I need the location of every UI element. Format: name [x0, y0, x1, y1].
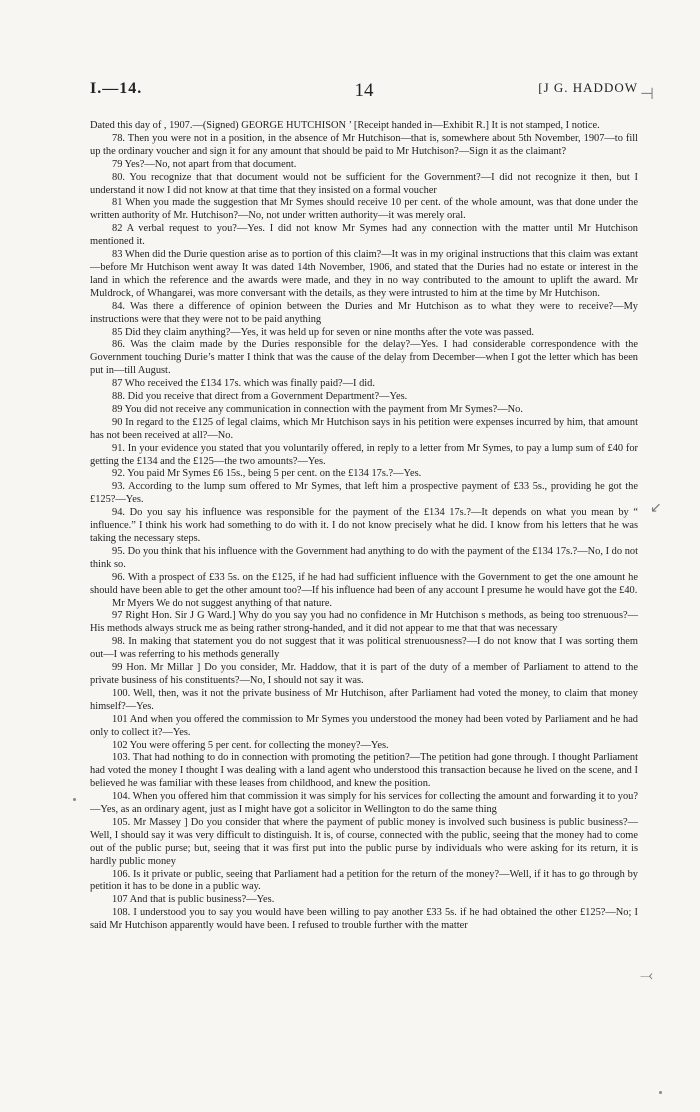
paragraph: 101 And when you offered the commission to Mr Symes you understood the money had been voted by Parliament and he had only to collect it?—Yes. — [90, 713, 638, 738]
paragraph: 106. Is it private or public, seeing that Parliament had a petition for the return of the money?—Well, if it has to go through by petition it has to be done in a public way. — [90, 868, 638, 893]
paragraph: 105. Mr Massey ] Do you consider that where the payment of public money is involved such business is public business?—Well, I should say it was very difficult to distinguish. It is, of course, connected with the public, seeing that the money had to come out of the public purse; but, seeing that it was first put into the public purse by individuals who were asking for its return, it is hardly public money — [90, 816, 638, 867]
margin-pencil-mark: ⤙ — [640, 965, 653, 984]
paragraph: 85 Did they claim anything?—Yes, it was held up for seven or nine months after the vote was passed. — [112, 326, 534, 338]
paragraph: 100. Well, then, was it not the private business of Mr Hutchison, after Parliament had voted the money, to claim that money himself?—Yes. — [90, 687, 638, 712]
ink-speck — [73, 798, 76, 801]
paragraph: 104. When you offered him that commission it was simply for his services for collecting the amount and forwarding it to you?—Yes, as an ordinary agent, just as I might have got a solicitor in Wellington to do the same thing — [90, 791, 638, 816]
paragraph: 79 Yes?—No, not apart from that document. — [112, 158, 297, 170]
paragraph: 92. You paid Mr Symes £6 15s., being 5 per cent. on the £134 17s.?—Yes. — [112, 468, 422, 480]
margin-pencil-mark: ↙ — [650, 500, 662, 516]
paragraph: 83 When did the Durie question arise as to portion of this claim?—It was in my original instructions that this claim was extant—before Mr Hutchison went away It was dated 14th November, 1906, and stated that the Duries had no estate or interest in the land in which the reference and the awards were made, and they in no way contributed to the amount to uplift the award. Mr Muldrock, of Whangarei, was more conversant with the details, as they were intrusted to him at the time by Mr Hutchison. — [90, 249, 638, 299]
paragraph: 97 Right Hon. Sir J G Ward.] Why do you say you had no confidence in Mr Hutchison s methods, as being too strenuous?—His methods always struck me as being rather strong-handed, and it did not appear to me that that was necessary — [90, 610, 638, 635]
paragraph: 96. With a prospect of £33 5s. on the £125, if he had had sufficient influence with the Government to get the one amount he should have been able to get the other amount too?—If his influence had been of any account I presume he would have got the £40. — [90, 571, 638, 596]
paragraph: 86. Was the claim made by the Duries responsible for the delay?—Yes. I had considerable correspondence with the Government touching Durie’s matter I think that was the cause of the delay from December—when I got the letter which has been put in—till August. — [90, 339, 638, 377]
ink-speck — [659, 1091, 662, 1094]
paragraph: 89 You did not receive any communication in connection with the payment from Mr Symes?—No. — [112, 403, 523, 415]
paragraph: 102 You were offering 5 per cent. for collecting the money?—Yes. — [112, 739, 389, 751]
paragraph: 103. That had nothing to do in connection with promoting the petition?—The petition had gone through. I thought Parliament had voted the money I thought I was dealing with a land agent who understood this transaction because he lived on the scene, and I believed he was familiar with these leases from childhood, and knew the position. — [90, 752, 638, 790]
paragraph: Mr Myers We do not suggest anything of that nature. — [112, 597, 333, 609]
paragraph: 90 In regard to the £125 of legal claims, which Mr Hutchison says in his petition were expenses incurred by him, that amount has not been received at all?—No. — [90, 416, 638, 441]
witness-name: [J G. HADDOW — [538, 80, 638, 95]
paragraph: 82 A verbal request to you?—Yes. I did not know Mr Symes had any connection with the matter until Mr Hutchison mentioned it. — [90, 223, 638, 248]
paragraph: 107 And that is public business?—Yes. — [112, 894, 275, 906]
paragraph: 78. Then you were not in a position, in the absence of Mr Hutchison—that is, somewhere about 5th November, 1907—to fill up the ordinary voucher and sign it for any amount that should be paid to Mr Hutchison?—Sign it as the claimant? — [90, 132, 638, 157]
paragraph: 95. Do you think that his influence with the Government had anything to do with the payment of the £134 17s.?—No, I do not think so. — [90, 545, 638, 570]
paragraph: 84. Was there a difference of opinion between the Duries and Mr Hutchison as to what they were to receive?—My instructions were that they were not to be paid anything — [90, 300, 638, 325]
page-number: 14 — [354, 80, 374, 101]
paragraph: 80. You recognize that that document would not be sufficient for the Government?—I did not recognize it then, but I understand it now I did not know at that time that they insisted on a formal voucher — [90, 171, 638, 196]
margin-pencil-mark: ⊣ — [640, 84, 654, 103]
paragraph: Dated this day of , 1907.—(Signed) GEORGE HUTCHISON ’ [Receipt handed in—Exhibit R.] It is not stamped, I notice. — [90, 120, 600, 131]
page-header — [90, 80, 638, 108]
paragraph: 81 When you made the suggestion that Mr Symes should receive 10 per cent. of the whole amount, was that done under the written authority of Mr. Hutchison?—No, not under written authority—it was merely oral. — [90, 197, 638, 222]
paragraph: 88. Did you receive that direct from a Government Department?—Yes. — [112, 391, 408, 403]
paragraph: 99 Hon. Mr Millar ] Do you consider, Mr. Haddow, that it is part of the duty of a member of Parliament to attend to the private business of his constituents?—No, I should not say it was. — [90, 662, 638, 686]
paragraph: 93. According to the lump sum offered to Mr Symes, that left him a prospective payment of £33 5s., providing he got the £125?—Yes. — [90, 481, 638, 506]
document-reference: I.—14. — [90, 80, 143, 97]
transcript-body — [90, 120, 638, 933]
paragraph: 108. I understood you to say you would have been willing to pay another £33 5s. if he had obtained the other £125?—No; I said Mr Hutchison apparently would have been. I refused to trouble further with the matter — [90, 907, 638, 932]
paragraph: 94. Do you say his influence was responsible for the payment of the £134 17s.?—It depends on what you mean by “ influence.” I think his work had something to do with it. I do not know precisely what he did. I know from his letters that he was taking the necessary steps. — [90, 507, 638, 544]
paragraph: 98. In making that statement you do not suggest that it was political strenuousness?—I do not know that I was sorting them out—I was referring to his methods generally — [90, 636, 638, 661]
paragraph: 87 Who received the £134 17s. which was finally paid?—I did. — [112, 378, 375, 390]
paragraph: 91. In your evidence you stated that you voluntarily offered, in reply to a letter from Mr Symes, to pay a lump sum of £40 for getting the £134 and the £125—the two amounts?—Yes. — [90, 442, 638, 467]
